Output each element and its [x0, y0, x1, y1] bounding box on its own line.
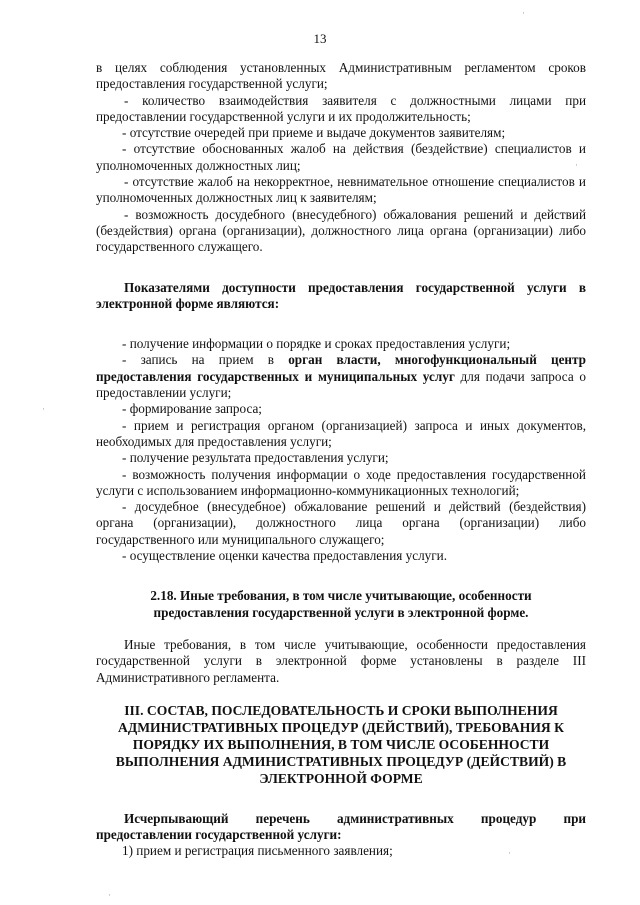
document-body [96, 60, 586, 860]
list-item: - получение результата предоставления услуги; [122, 450, 389, 466]
availability-heading: Показателями доступности предоставления государственной услуги в электронной форме являются: [96, 279, 586, 311]
paragraph: Иные требования, в том числе учитывающие, особенности предоставления государственной услуги в электронной форме установлены в разделе III Административного регламента. [96, 636, 586, 685]
list-item: - возможность получения информации о ходе предоставления государственной услуги с использованием информационно-коммуникационных технологий; [96, 466, 586, 498]
list-item-text: - запись на прием в [122, 352, 289, 368]
list-item: - осуществление оценки качества предоставления услуги. [122, 548, 448, 564]
list-item-bold-text: орган власти, многофункциональный центр предоставления государственных и муниципальных услуг [96, 352, 586, 384]
page-number: 13 [313, 31, 327, 46]
scan-speck: · [108, 890, 111, 900]
paragraph: - возможность досудебного (внесудебного) обжалования решений и действий (бездействия) органа (организации), должностного лица органа (организации) либо государственного служащего. [96, 206, 586, 255]
list-item [96, 352, 586, 401]
paragraph: в целях соблюдения установленных Административным регламентом сроков предоставления государственной услуги; [96, 60, 586, 92]
scan-speck: · [522, 8, 525, 18]
chapter-title: III. СОСТАВ, ПОСЛЕДОВАТЕЛЬНОСТЬ И СРОКИ ВЫПОЛНЕНИЯ АДМИНИСТРАТИВНЫХ ПРОЦЕДУР (ДЕЙСТВИЙ), ТРЕБОВАНИЯ К ПОРЯДКУ ИХ ВЫПОЛНЕНИЯ, В ТОМ ЧИСЛЕ ОСОБЕННОСТИ ВЫПОЛНЕНИЯ АДМИНИСТРАТИВНЫХ ПРОЦЕДУР (ДЕЙСТВИЙ) В ЭЛЕКТРОННОЙ ФОРМЕ [115, 702, 567, 786]
list-item: - формирование запроса; [122, 401, 262, 417]
list-item: - прием и регистрация органом (организацией) запроса и иных документов, необходимых для предоставления услуги; [96, 417, 586, 449]
list-item-text: для подачи запроса о предоставлении услуги; [96, 368, 586, 401]
list-item: - получение информации о порядке и сроках предоставления услуги; [122, 336, 511, 352]
scan-speck: · [575, 160, 578, 170]
paragraph: - отсутствие жалоб на некорректное, невнимательное отношение специалистов и уполномоченных должностных лиц к заявителям; [96, 174, 586, 206]
section-heading: 2.18. Иные требования, в том числе учитывающие, особенности предоставления государственной услуги в электронной форме. [150, 588, 532, 620]
scan-speck: · [508, 848, 511, 858]
procedures-heading: Исчерпывающий перечень административных процедур при предоставлении государственной услуги: [96, 810, 586, 843]
paragraph: - отсутствие обоснованных жалоб на действия (бездействие) специалистов и уполномоченных должностных лиц; [96, 141, 586, 173]
list-item: 1) прием и регистрация письменного заявления; [122, 843, 393, 859]
paragraph: - отсутствие очередей при приеме и выдаче документов заявителям; [122, 125, 506, 141]
scan-speck: · [42, 404, 45, 414]
list-item: - досудебное (внесудебное) обжалование решений и действий (бездействия) органа (организации), должностного лица органа (организации) либо государственного или муниципального служащего; [96, 499, 586, 547]
paragraph: - количество взаимодействия заявителя с должностными лицами при предоставлении государственной услуги и их продолжительность; [96, 92, 586, 124]
